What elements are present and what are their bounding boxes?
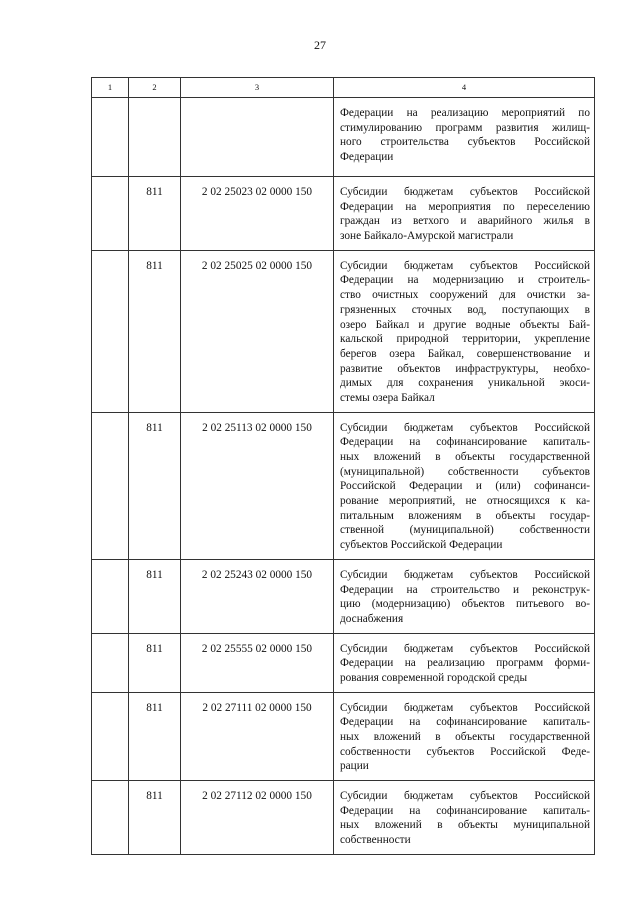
text-line: (муниципальной) собственности субъектов	[340, 465, 590, 478]
table-row	[92, 98, 595, 177]
text-line: питальным вложениям в объекты государ-	[340, 509, 590, 522]
text-line: Субсидии бюджетам субъектов Российской	[340, 642, 590, 655]
empty-cell	[92, 692, 129, 780]
revenue-name-cell	[334, 633, 595, 692]
administrator-code-cell	[129, 98, 181, 177]
text-line: Федерации на софинансирование капиталь-	[340, 716, 590, 729]
text-line: рации	[340, 760, 369, 773]
column-number-3: 3	[181, 78, 334, 98]
administrator-code-cell: 811	[129, 633, 181, 692]
revenue-name-cell	[334, 177, 595, 251]
revenue-code-cell: 2 02 25243 02 0000 150	[181, 559, 334, 633]
empty-cell	[92, 250, 129, 412]
administrator-code-cell: 811	[129, 250, 181, 412]
budget-revenue-table	[91, 77, 595, 855]
revenue-code-cell	[181, 98, 334, 177]
administrator-code-cell: 811	[129, 412, 181, 559]
text-line: димых для сохранения уникальной экоси-	[340, 377, 590, 390]
revenue-code-cell: 2 02 25113 02 0000 150	[181, 412, 334, 559]
table-header-row	[92, 78, 595, 98]
text-line: Субсидии бюджетам субъектов Российской	[340, 259, 590, 272]
revenue-name-cell	[334, 559, 595, 633]
text-line: стимулированию программ развития жилищ-	[340, 121, 590, 134]
revenue-code-cell: 2 02 27112 02 0000 150	[181, 781, 334, 855]
table-row	[92, 781, 595, 855]
text-line: ного строительства субъектов Российской	[340, 136, 590, 149]
text-line: Федерации на софинансирование капиталь-	[340, 436, 590, 449]
revenue-name-cell	[334, 692, 595, 780]
empty-cell	[92, 412, 129, 559]
text-line: Федерации на софинансирование капиталь-	[340, 804, 590, 817]
table-row	[92, 412, 595, 559]
text-line: Российской Федерации и (или) софинанси-	[340, 480, 590, 493]
text-line: Субсидии бюджетам субъектов Российской	[340, 568, 590, 581]
text-line: граждан из ветхого и аварийного жилья в	[340, 215, 590, 228]
revenue-name-cell	[334, 250, 595, 412]
table-row	[92, 250, 595, 412]
table-row	[92, 559, 595, 633]
table-row	[92, 177, 595, 251]
revenue-code-cell: 2 02 25023 02 0000 150	[181, 177, 334, 251]
empty-cell	[92, 781, 129, 855]
empty-cell	[92, 98, 129, 177]
text-line: цию (модернизацию) объектов питьевого во-	[340, 598, 590, 611]
text-line: Федерации на строительство и реконструк-	[340, 583, 590, 596]
text-line: ных вложений в объекты муниципальной	[340, 819, 590, 832]
text-line: рования современной городской среды	[340, 671, 528, 684]
text-line: ных вложений в объекты государственной	[340, 731, 590, 743]
empty-cell	[92, 633, 129, 692]
page-number: 27	[314, 38, 326, 52]
revenue-name-cell	[334, 98, 595, 177]
revenue-name-cell	[334, 412, 595, 559]
text-line: Субсидии бюджетам субъектов Российской	[340, 701, 590, 714]
column-number-2: 2	[129, 78, 181, 98]
text-line: доснабжения	[340, 612, 404, 625]
text-line: собственности	[340, 834, 411, 847]
revenue-name-cell	[334, 781, 595, 855]
text-line: рование мероприятий, не относящихся к ка-	[340, 495, 590, 508]
text-line: Федерации	[340, 151, 394, 164]
text-line: Субсидии бюджетам субъектов Российской	[340, 790, 590, 803]
text-line: кальской природной территории, укрепление	[340, 333, 590, 346]
text-line: развитие объектов инфраструктуры, необхо-	[340, 362, 590, 375]
administrator-code-cell: 811	[129, 177, 181, 251]
text-line: Федерации на мероприятия по переселению	[340, 200, 590, 213]
column-number-1: 1	[92, 78, 129, 98]
text-line: Федерации на реализацию программ форми-	[340, 657, 590, 670]
administrator-code-cell: 811	[129, 692, 181, 780]
text-line: Субсидии бюджетам субъектов Российской	[340, 186, 590, 198]
text-line: Федерации на реализацию мероприятий по	[340, 107, 590, 119]
text-line: озеро Байкал и другие водные объекты Бай-	[340, 318, 590, 331]
revenue-code-cell: 2 02 25555 02 0000 150	[181, 633, 334, 692]
text-line: субъектов Российской Федерации	[340, 539, 503, 552]
text-line: берегов озера Байкал, совершенствование и	[340, 347, 590, 360]
text-line: грязненных сточных вод, поступающих в	[340, 303, 590, 316]
column-number-4: 4	[334, 78, 595, 98]
text-line: собственности субъектов Российской Феде-	[340, 745, 590, 758]
empty-cell	[92, 177, 129, 251]
text-line: ство очистных сооружений для очистки за-	[340, 289, 590, 302]
administrator-code-cell: 811	[129, 559, 181, 633]
revenue-code-cell: 2 02 27111 02 0000 150	[181, 692, 334, 780]
table-row	[92, 692, 595, 780]
text-line: ных вложений в объекты государственной	[340, 451, 590, 463]
revenue-code-cell: 2 02 25025 02 0000 150	[181, 250, 334, 412]
table-row	[92, 633, 595, 692]
text-line: Субсидии бюджетам субъектов Российской	[340, 421, 590, 434]
text-line: стемы озера Байкал	[340, 391, 435, 404]
administrator-code-cell: 811	[129, 781, 181, 855]
text-line: ственной (муниципальной) собственности	[340, 524, 590, 537]
text-line: Федерации на модернизацию и строитель-	[340, 274, 590, 287]
empty-cell	[92, 559, 129, 633]
text-line: зоне Байкало-Амурской магистрали	[340, 230, 514, 243]
